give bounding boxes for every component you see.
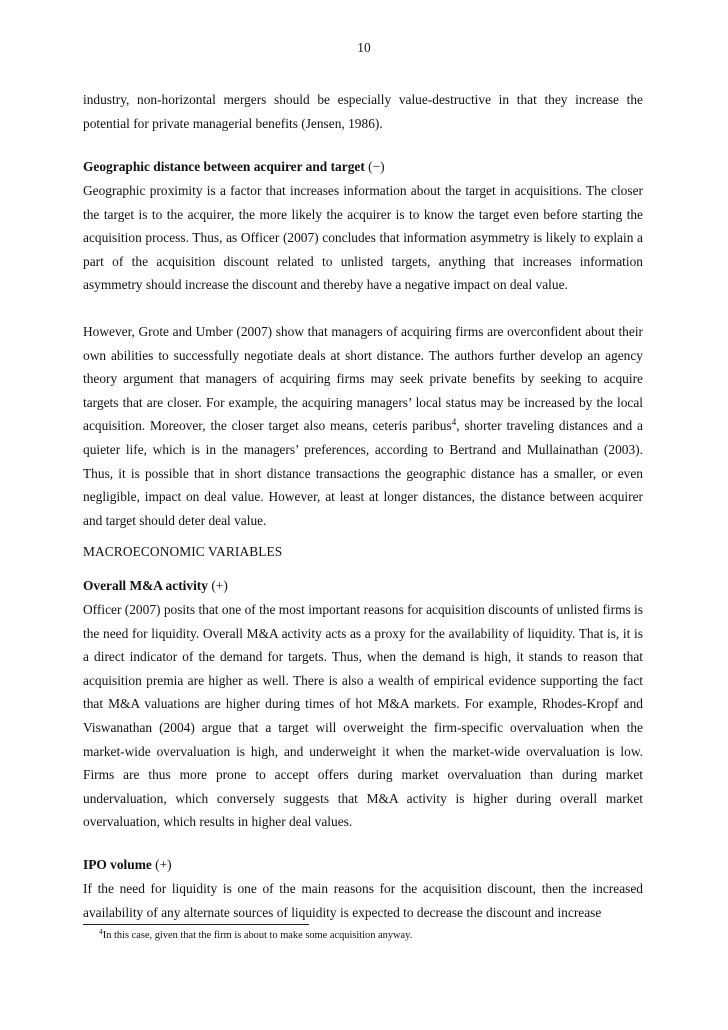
paragraph-text: , shorter traveling distances and a quieter life, which is in the managers’ preferences, according to Bertrand and Mullainathan (2003). Thus, it is possible that in short distance transactions the geographic distance has a smaller, or even negligible, impact on deal value. However, at least at longer distances, the distance between acquirer and target should deter deal value.	[83, 418, 643, 528]
footnote-ref: 4	[451, 417, 457, 428]
expected-sign: (+)	[155, 857, 172, 872]
footnote-text: In this case, given that the firm is about to make some acquisition anyway.	[102, 930, 413, 941]
page-number: 10	[357, 40, 371, 55]
heading-text: Overall M&A activity	[83, 578, 208, 593]
intro-paragraph: industry, non-horizontal mergers should be especially value-destructive in that they increase the potential for private managerial benefits (Jensen, 1986).	[83, 92, 643, 131]
expected-sign: (+)	[211, 578, 228, 593]
footnote	[99, 929, 412, 943]
paragraph-text: However, Grote and Umber (2007) show that managers of acquiring firms are overconfident about their own abilities to successfully negotiate deals at short distance. The authors further develop an agency theory argument that managers of acquiring firms may seek private benefits by seeking to acquire targets that are closer. For example, the acquiring managers’ local status may be increased by the local acquisition. Moreover, the closer target also means, ceteris paribus	[83, 324, 643, 434]
macroeconomic-variables-heading: MACROECONOMIC VARIABLES	[83, 544, 283, 559]
section-heading-ma-activity	[83, 574, 643, 598]
footnote-mark: 4	[99, 927, 103, 936]
heading-text: Geographic distance between acquirer and target	[83, 159, 365, 174]
expected-sign: (−)	[368, 159, 385, 174]
section-heading-geographic-distance	[83, 155, 643, 179]
geographic-paragraph-2	[83, 320, 643, 532]
footnote-divider	[83, 924, 309, 925]
geographic-paragraph-1: Geographic proximity is a factor that increases information about the target in acquisitions. The closer the target is to the acquirer, the more likely the acquirer is to know the target even before starting the acquisition process. Thus, as Officer (2007) concludes that information asymmetry is likely to explain a part of the acquisition discount related to unlisted targets, anything that increases information asymmetry should increase the discount and thereby have a negative impact on deal value.	[83, 183, 643, 293]
heading-text: IPO volume	[83, 857, 152, 872]
ipo-volume-paragraph: If the need for liquidity is one of the main reasons for the acquisition discount, then the increased availability of any alternate sources of liquidity is expected to decrease the discount and increase	[83, 881, 643, 920]
section-heading-ipo-volume	[83, 853, 643, 877]
ma-activity-paragraph: Officer (2007) posits that one of the most important reasons for acquisition discounts of unlisted firms is the need for liquidity. Overall M&A activity acts as a proxy for the availability of liquidity. That is, it is a direct indicator of the demand for targets. Thus, when the demand is high, it stands to reason that acquisition premia are higher as well. There is also a wealth of empirical evidence supporting the fact that M&A valuations are higher during times of hot M&A markets. For example, Rhodes-Kropf and Viswanathan (2004) argue that a target will overweight the firm-specific overvaluation when the market-wide overvaluation is high, and underweight it when the market-wide overvaluation is low. Firms are thus more prone to accept offers during market overvaluation than during market undervaluation, which conversely suggests that M&A activity is higher during overall market overvaluation, which results in higher deal values.	[83, 602, 643, 830]
